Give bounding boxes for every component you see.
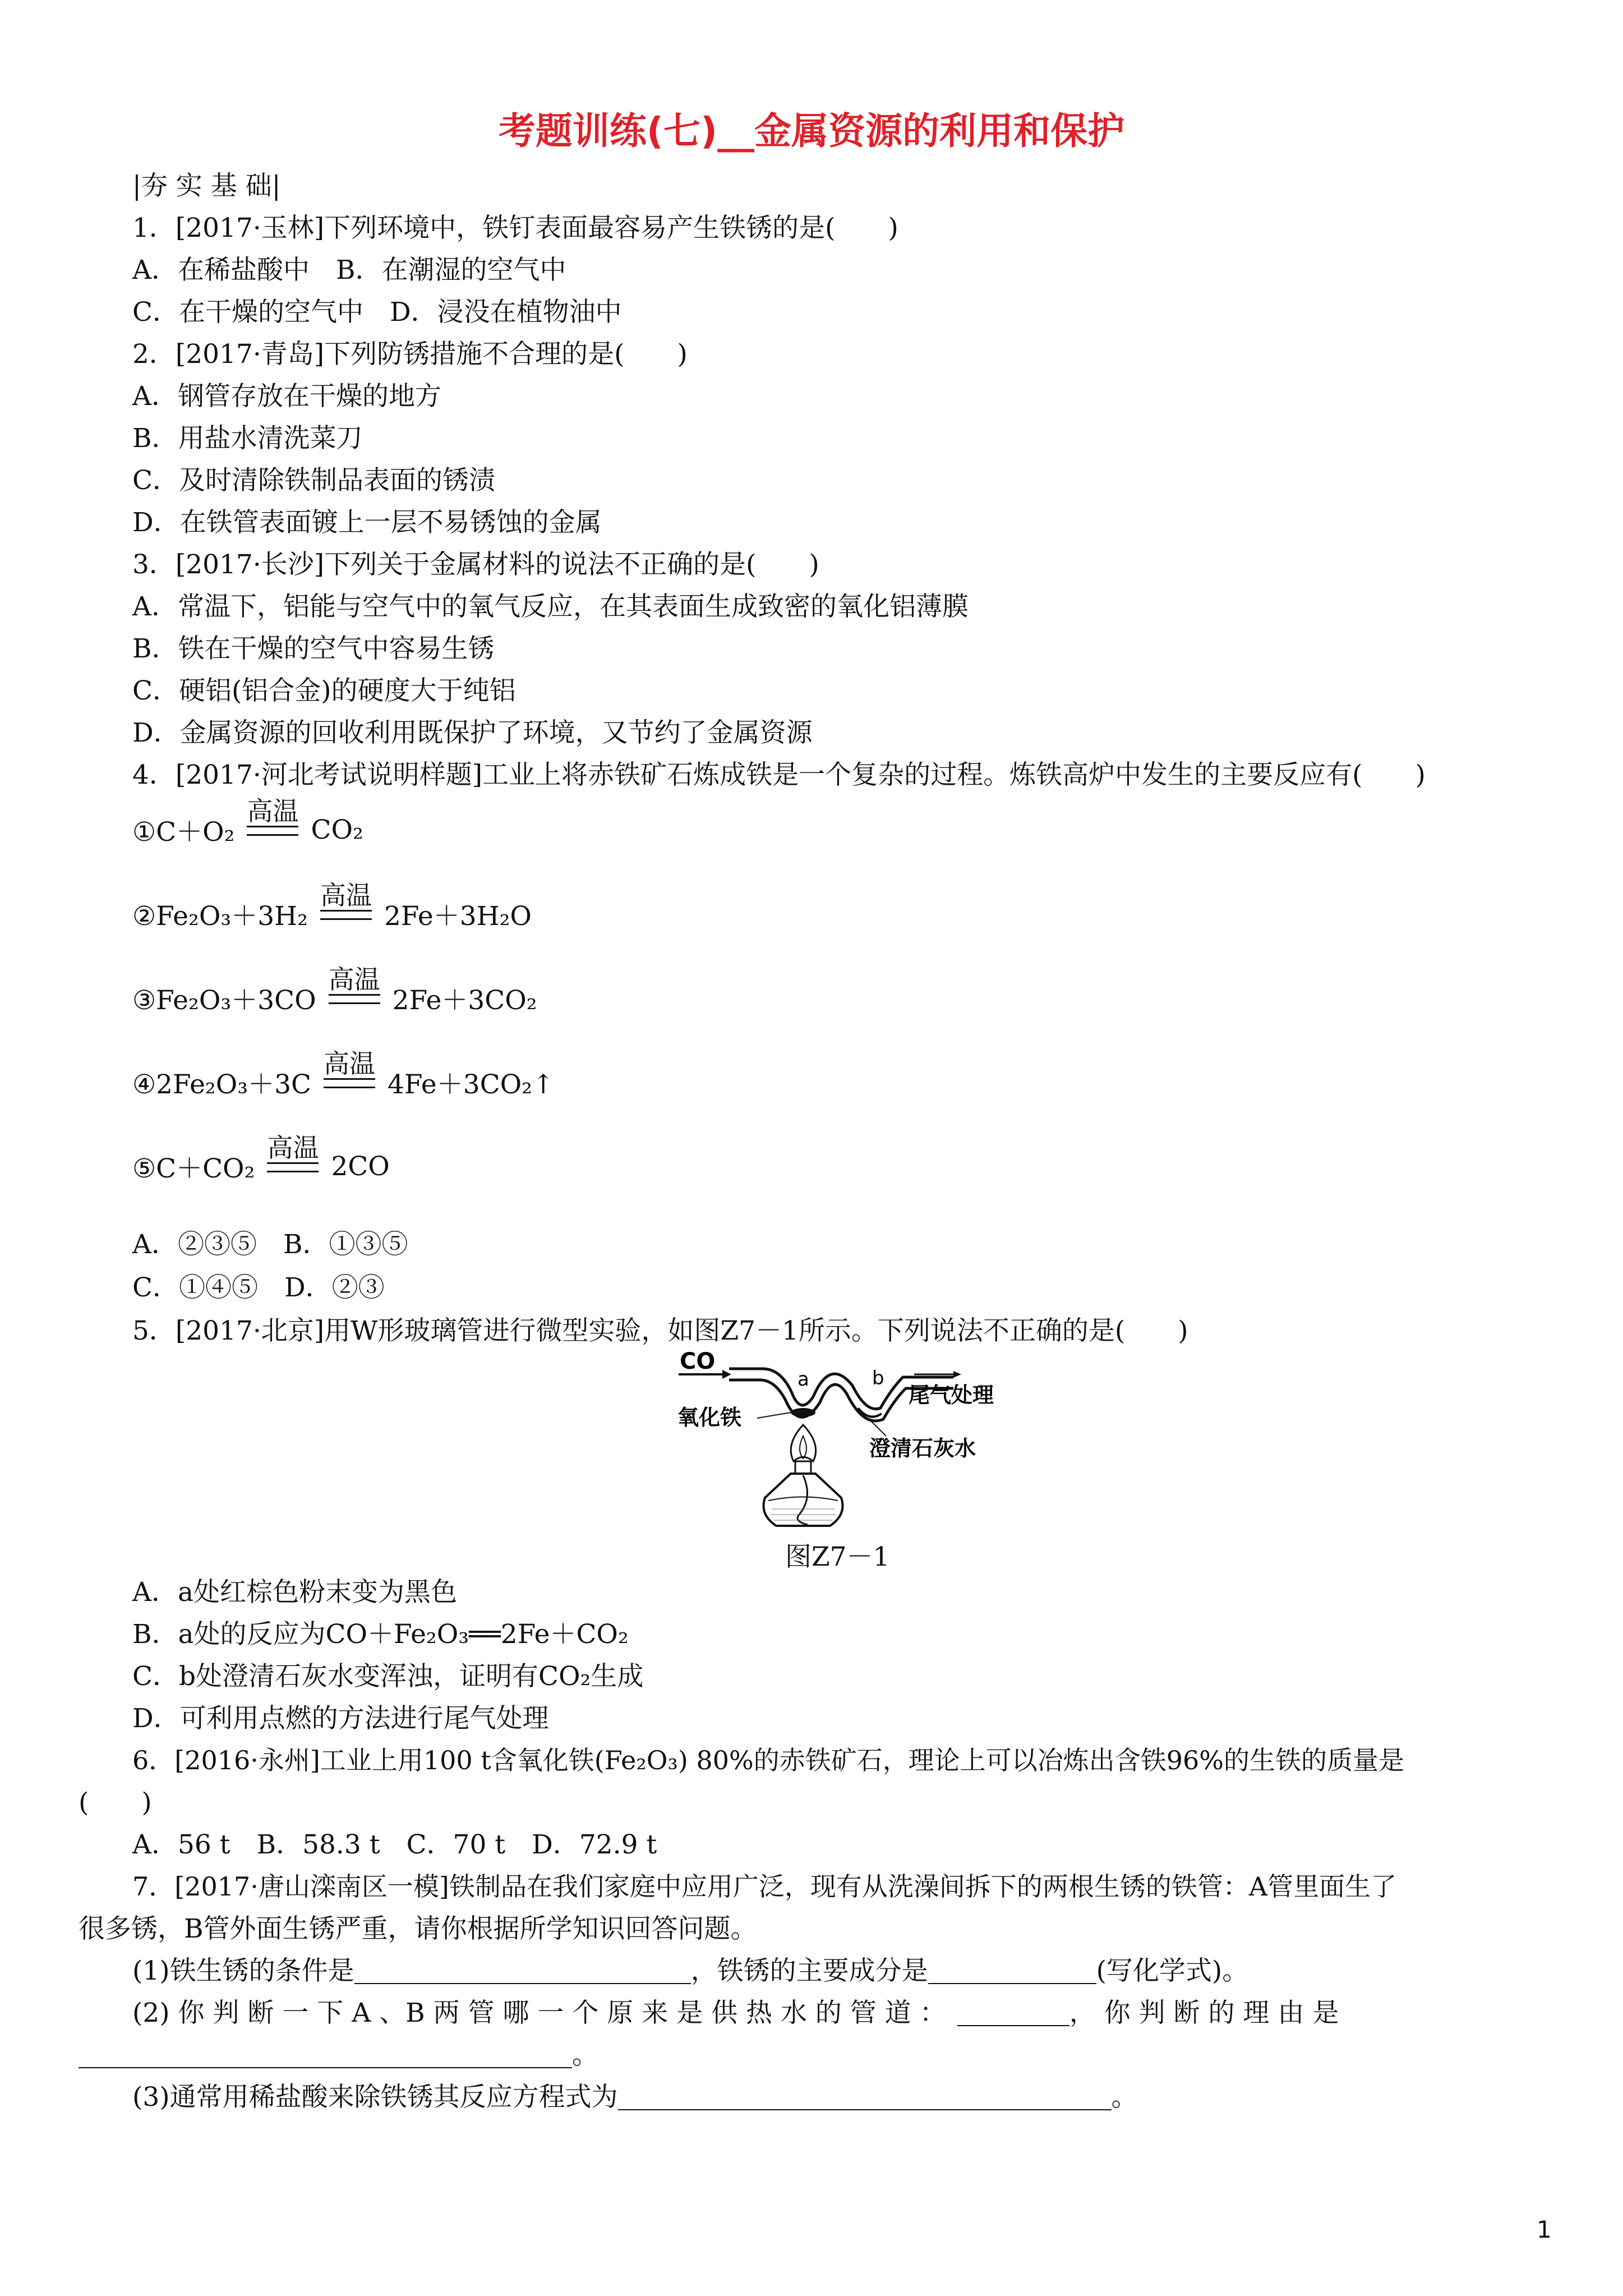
- reaction-4-lhs: ④2Fe₂O₃＋3C: [132, 1069, 311, 1100]
- q7-part3: (3)通常用稀盐酸来除铁锈其反应方程式为 。: [132, 2082, 1138, 2113]
- page-title: 考题训练(七)__金属资源的利用和保护: [498, 109, 1125, 153]
- q1-options-ab: A．在稀盐酸中 B．在潮湿的空气中: [132, 255, 566, 286]
- q3-option-c: C．硬铝(铝合金)的硬度大于纯铝: [132, 675, 516, 706]
- q2-stem: 2．[2017·青岛]下列防锈措施不合理的是( ): [132, 339, 688, 370]
- alcohol-lamp-cap: [795, 1461, 811, 1474]
- q3-option-b: B．铁在干燥的空气中容易生锈: [132, 633, 495, 664]
- figure-caption: 图Z7－1: [785, 1542, 890, 1572]
- reaction-4-condition: 高温: [324, 1050, 375, 1088]
- reaction-5-condition: 高温: [267, 1134, 319, 1172]
- q6-answer-paren: ( ): [79, 1787, 152, 1818]
- w-tube-apparatus-figure: [673, 1346, 1021, 1531]
- reaction-5-rhs: 2CO: [331, 1151, 390, 1182]
- reaction-2-rhs: 2Fe＋3H₂O: [384, 900, 532, 932]
- q6-stem: 6．[2016·永州]工业上用100 t含氧化铁(Fe₂O₃) 80%的赤铁矿石，理论上可以冶炼出含铁96%的生铁的质量是: [132, 1745, 1404, 1775]
- q7-part2: (2) 你 判 断 一 下 A 、B 两 管 哪 一 个 原 来 是 供 热 水 的 管 道 ： ， 你 判 断 的 理 由 是: [132, 1998, 1339, 2028]
- point-b-label: b: [872, 1367, 884, 1389]
- q4-options-cd: C．①④⑤ D．②③: [132, 1272, 385, 1303]
- iron-oxide-sample: [791, 1408, 815, 1417]
- q5-option-b: B．a处的反应为CO＋Fe₂O₃══2Fe＋CO₂: [132, 1619, 629, 1650]
- q5-option-d: D．可利用点燃的方法进行尾气处理: [132, 1703, 549, 1734]
- rust-condition-blank[interactable]: [354, 1961, 691, 1984]
- q2-option-d: D．在铁管表面镀上一层不易锈蚀的金属: [132, 507, 602, 538]
- point-a-label: a: [797, 1368, 809, 1391]
- q7-part1: (1)铁生锈的条件是 ，铁锈的主要成分是 (写化学式)。: [132, 1955, 1249, 1986]
- reaction-1: [132, 796, 363, 849]
- hot-water-pipe-blank[interactable]: [957, 2003, 1069, 2026]
- reaction-2: [132, 880, 532, 933]
- q4-stem: 4．[2017·河北考试说明样题]工业上将赤铁矿石炼成铁是一个复杂的过程。炼铁高炉中发生的主要反应有( ): [132, 760, 1426, 790]
- q2-option-c: C．及时清除铁制品表面的锈渍: [132, 465, 495, 496]
- q3-option-a: A．常温下，铝能与空气中的氧气反应，在其表面生成致密的氧化铝薄膜: [132, 591, 969, 622]
- reaction-2-lhs: ②Fe₂O₃＋3H₂: [132, 900, 308, 932]
- reaction-5: [132, 1133, 390, 1186]
- iron-oxide-label: 氧化铁: [677, 1405, 742, 1430]
- q5-option-a: A．a处红棕色粉末变为黑色: [132, 1577, 457, 1608]
- reaction-1-lhs: ①C＋O₂: [132, 816, 235, 848]
- reaction-3-lhs: ③Fe₂O₃＋3CO: [132, 984, 316, 1016]
- q7-stem-line2: 很多锈，B管外面生锈严重，请你根据所学知识回答问题。: [79, 1913, 757, 1944]
- equation-blank[interactable]: [618, 2087, 1112, 2110]
- q3-stem: 3．[2017·长沙]下列关于金属材料的说法不正确的是( ): [132, 549, 819, 580]
- q1-options-cd: C．在干燥的空气中 D．浸没在植物油中: [132, 297, 622, 328]
- reaction-3-rhs: 2Fe＋3CO₂: [392, 984, 537, 1016]
- page-number: 1: [1537, 2216, 1552, 2243]
- q6-options: A．56 t B．58.3 t C．70 t D．72.9 t: [132, 1829, 657, 1860]
- q7-stem-line1: 7．[2017·唐山滦南区一模]铁制品在我们家庭中应用广泛，现有从洗澡间拆下的两根生锈的铁管：A管里面生了: [132, 1871, 1397, 1902]
- q5-option-c: C．b处澄清石灰水变浑浊，证明有CO₂生成: [132, 1661, 644, 1692]
- q1-stem: 1．[2017·玉林]下列环境中，铁钉表面最容易产生铁锈的是( ): [132, 213, 898, 243]
- reaction-2-condition: 高温: [320, 881, 372, 920]
- rust-formula-blank[interactable]: [928, 1961, 1096, 1984]
- q3-option-d: D．金属资源的回收利用既保护了环境，又节约了金属资源: [132, 717, 813, 748]
- reaction-3-condition: 高温: [329, 965, 380, 1004]
- co-label: CO: [680, 1349, 716, 1374]
- reaction-4: [132, 1048, 555, 1102]
- tail-gas-label: 尾气处理: [909, 1383, 994, 1407]
- reaction-4-rhs: 4Fe＋3CO₂↑: [387, 1069, 555, 1100]
- limewater-label: 澄清石灰水: [869, 1436, 976, 1461]
- reaction-3: [132, 964, 537, 1018]
- reaction-1-rhs: CO₂: [311, 814, 363, 845]
- q2-option-a: A．钢管存放在干燥的地方: [132, 381, 441, 412]
- section-heading: |夯 实 基 础|: [132, 171, 281, 201]
- flame-icon: [791, 1425, 815, 1461]
- reaction-1-condition: 高温: [247, 797, 298, 836]
- reaction-5-lhs: ⑤C＋CO₂: [132, 1153, 255, 1184]
- q2-option-b: B．用盐水清洗菜刀: [132, 423, 363, 454]
- q7-part2-reason: 。: [79, 2042, 598, 2068]
- q4-options-ab: A．②③⑤ B．①③⑤: [132, 1229, 408, 1260]
- q5-stem: 5．[2017·北京]用W形玻璃管进行微型实验，如图Z7－1所示。下列说法不正确的是( ): [132, 1315, 1188, 1346]
- reason-blank[interactable]: [79, 2045, 572, 2068]
